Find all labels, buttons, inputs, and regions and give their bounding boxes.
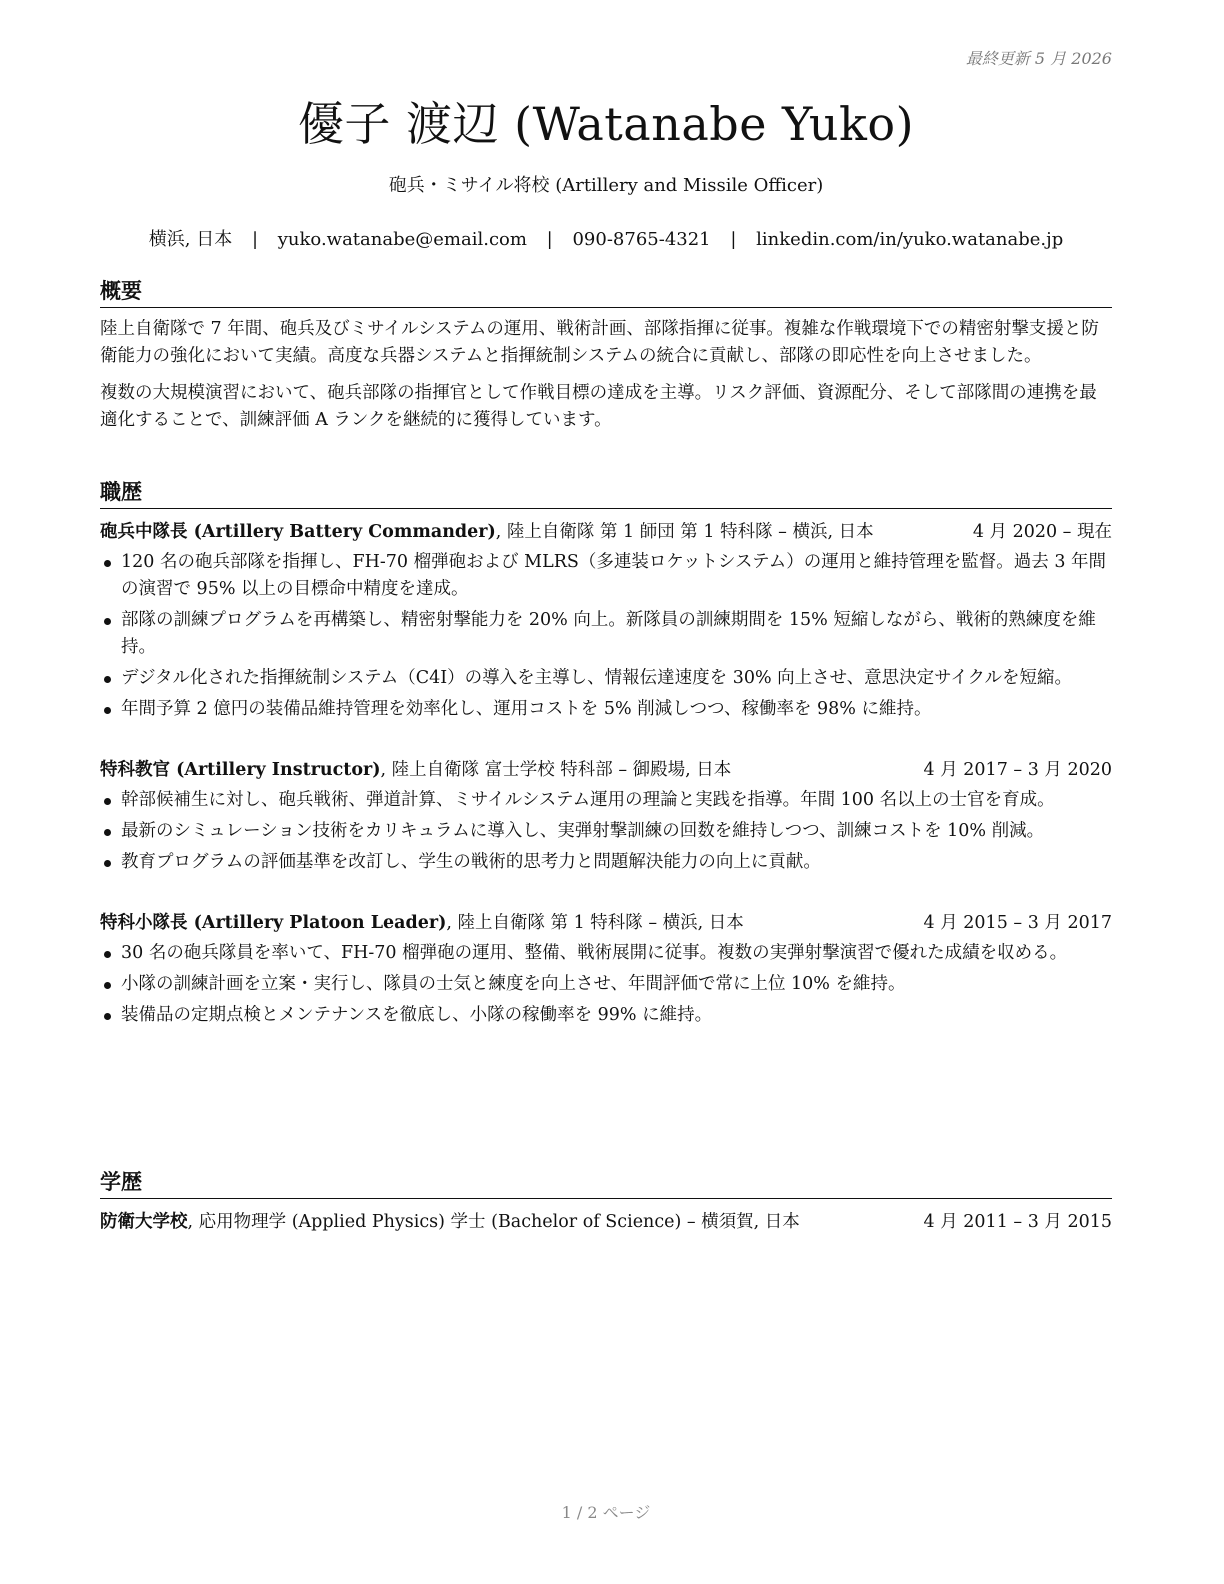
job-entry bbox=[100, 910, 1112, 1029]
job-bullets bbox=[100, 549, 1112, 723]
summary-paragraph: 複数の大規模演習において、砲兵部隊の指揮官として作戦目標の達成を主導。リスク評価、資源配分、そして部隊間の連携を最適化することで、訓練評価 A ランクを継続的に獲得しています。 bbox=[100, 383, 1097, 430]
last-updated: 最終更新 5 月 2026 bbox=[965, 49, 1112, 68]
education-section bbox=[100, 1168, 1112, 1236]
candidate-name: 優子 渡辺 (Watanabe Yuko) bbox=[297, 97, 915, 151]
job-title: 特科教官 (Artillery Instructor) bbox=[100, 760, 381, 780]
list-item: 年間予算 2 億円の装備品維持管理を効率化し、運用コストを 5% 削減しつつ、稼働率を 98% に維持。 bbox=[121, 696, 1112, 723]
list-item: 部隊の訓練プログラムを再構築し、精密射撃能力を 20% 向上。新隊員の訓練期間を 15% 短縮しながら、戦術的熟練度を維持。 bbox=[121, 607, 1112, 661]
job-dates: 4 月 2017 – 3 月 2020 bbox=[923, 760, 1112, 780]
contact-line bbox=[100, 225, 1112, 251]
job-entry bbox=[100, 519, 1112, 723]
list-item: 最新のシミュレーション技術をカリキュラムに導入し、実弾射撃訓練の回数を維持しつつ、訓練コストを 10% 削減。 bbox=[121, 818, 1112, 845]
contact-linkedin[interactable]: linkedin.com/in/yuko.watanabe.jp bbox=[756, 229, 1064, 250]
page-number: 1 / 2 ページ bbox=[561, 1503, 651, 1522]
experience-section bbox=[100, 478, 1112, 1033]
job-dates: 4 月 2015 – 3 月 2017 bbox=[923, 913, 1112, 933]
list-item: デジタル化された指揮統制システム（C4I）の導入を主導し、情報伝達速度を 30% 向上させ、意思決定サイクルを短縮。 bbox=[121, 665, 1112, 692]
summary-heading: 概要 bbox=[100, 277, 1112, 308]
list-item: 装備品の定期点検とメンテナンスを徹底し、小隊の稼働率を 99% に維持。 bbox=[121, 1002, 1112, 1029]
education-dates: 4 月 2011 – 3 月 2015 bbox=[923, 1212, 1112, 1232]
contact-location: 横浜, 日本 bbox=[148, 229, 233, 250]
job-org: , 陸上自衛隊 第 1 特科隊 – 横浜, 日本 bbox=[446, 913, 744, 933]
list-item: 120 名の砲兵部隊を指揮し、FH-70 榴弾砲および MLRS（多連装ロケットシステム）の運用と維持管理を監督。過去 3 年間の演習で 95% 以上の目標命中精度を達成。 bbox=[121, 549, 1112, 603]
job-bullets bbox=[100, 940, 1112, 1029]
experience-heading: 職歴 bbox=[100, 478, 1112, 509]
list-item: 30 名の砲兵隊員を率いて、FH-70 榴弾砲の運用、整備、戦術展開に従事。複数の実弾射撃演習で優れた成績を収める。 bbox=[121, 940, 1112, 967]
education-entry bbox=[100, 1209, 1112, 1236]
job-org: , 陸上自衛隊 第 1 師団 第 1 特科隊 – 横浜, 日本 bbox=[495, 522, 874, 542]
education-heading: 学歴 bbox=[100, 1168, 1112, 1199]
job-org: , 陸上自衛隊 富士学校 特科部 – 御殿場, 日本 bbox=[380, 760, 732, 780]
contact-email[interactable]: yuko.watanabe@email.com bbox=[277, 229, 527, 250]
job-title: 砲兵中隊長 (Artillery Battery Commander) bbox=[100, 522, 496, 542]
resume-page bbox=[100, 0, 1112, 1584]
summary-paragraph: 陸上自衛隊で 7 年間、砲兵及びミサイルシステムの運用、戦術計画、部隊指揮に従事。複雑な作戦環境下での精密射撃支援と防衛能力の強化において実績。高度な兵器システムと指揮統制システムの統合に貢献し、部隊の即応性を向上させました。 bbox=[100, 319, 1099, 366]
job-bullets bbox=[100, 787, 1112, 876]
job-dates: 4 月 2020 – 現在 bbox=[972, 522, 1112, 542]
list-item: 教育プログラムの評価基準を改訂し、学生の戦術的思考力と問題解決能力の向上に貢献。 bbox=[121, 849, 1112, 876]
degree: , 応用物理学 (Applied Physics) 学士 (Bachelor of Science) – 横須賀, 日本 bbox=[187, 1212, 800, 1232]
list-item: 幹部候補生に対し、砲兵戦術、弾道計算、ミサイルシステム運用の理論と実践を指導。年間 100 名以上の士官を育成。 bbox=[121, 787, 1112, 814]
contact-separator: | bbox=[730, 229, 737, 250]
contact-phone[interactable]: 090-8765-4321 bbox=[572, 229, 711, 250]
job-entry bbox=[100, 757, 1112, 876]
candidate-role: 砲兵・ミサイル将校 (Artillery and Missile Officer) bbox=[388, 175, 824, 196]
list-item: 小隊の訓練計画を立案・実行し、隊員の士気と練度を向上させ、年間評価で常に上位 10% を維持。 bbox=[121, 971, 1112, 998]
school-name: 防衛大学校 bbox=[100, 1212, 188, 1232]
summary-section bbox=[100, 277, 1112, 434]
contact-separator: | bbox=[546, 229, 553, 250]
job-title: 特科小隊長 (Artillery Platoon Leader) bbox=[100, 913, 447, 933]
contact-separator: | bbox=[251, 229, 259, 250]
